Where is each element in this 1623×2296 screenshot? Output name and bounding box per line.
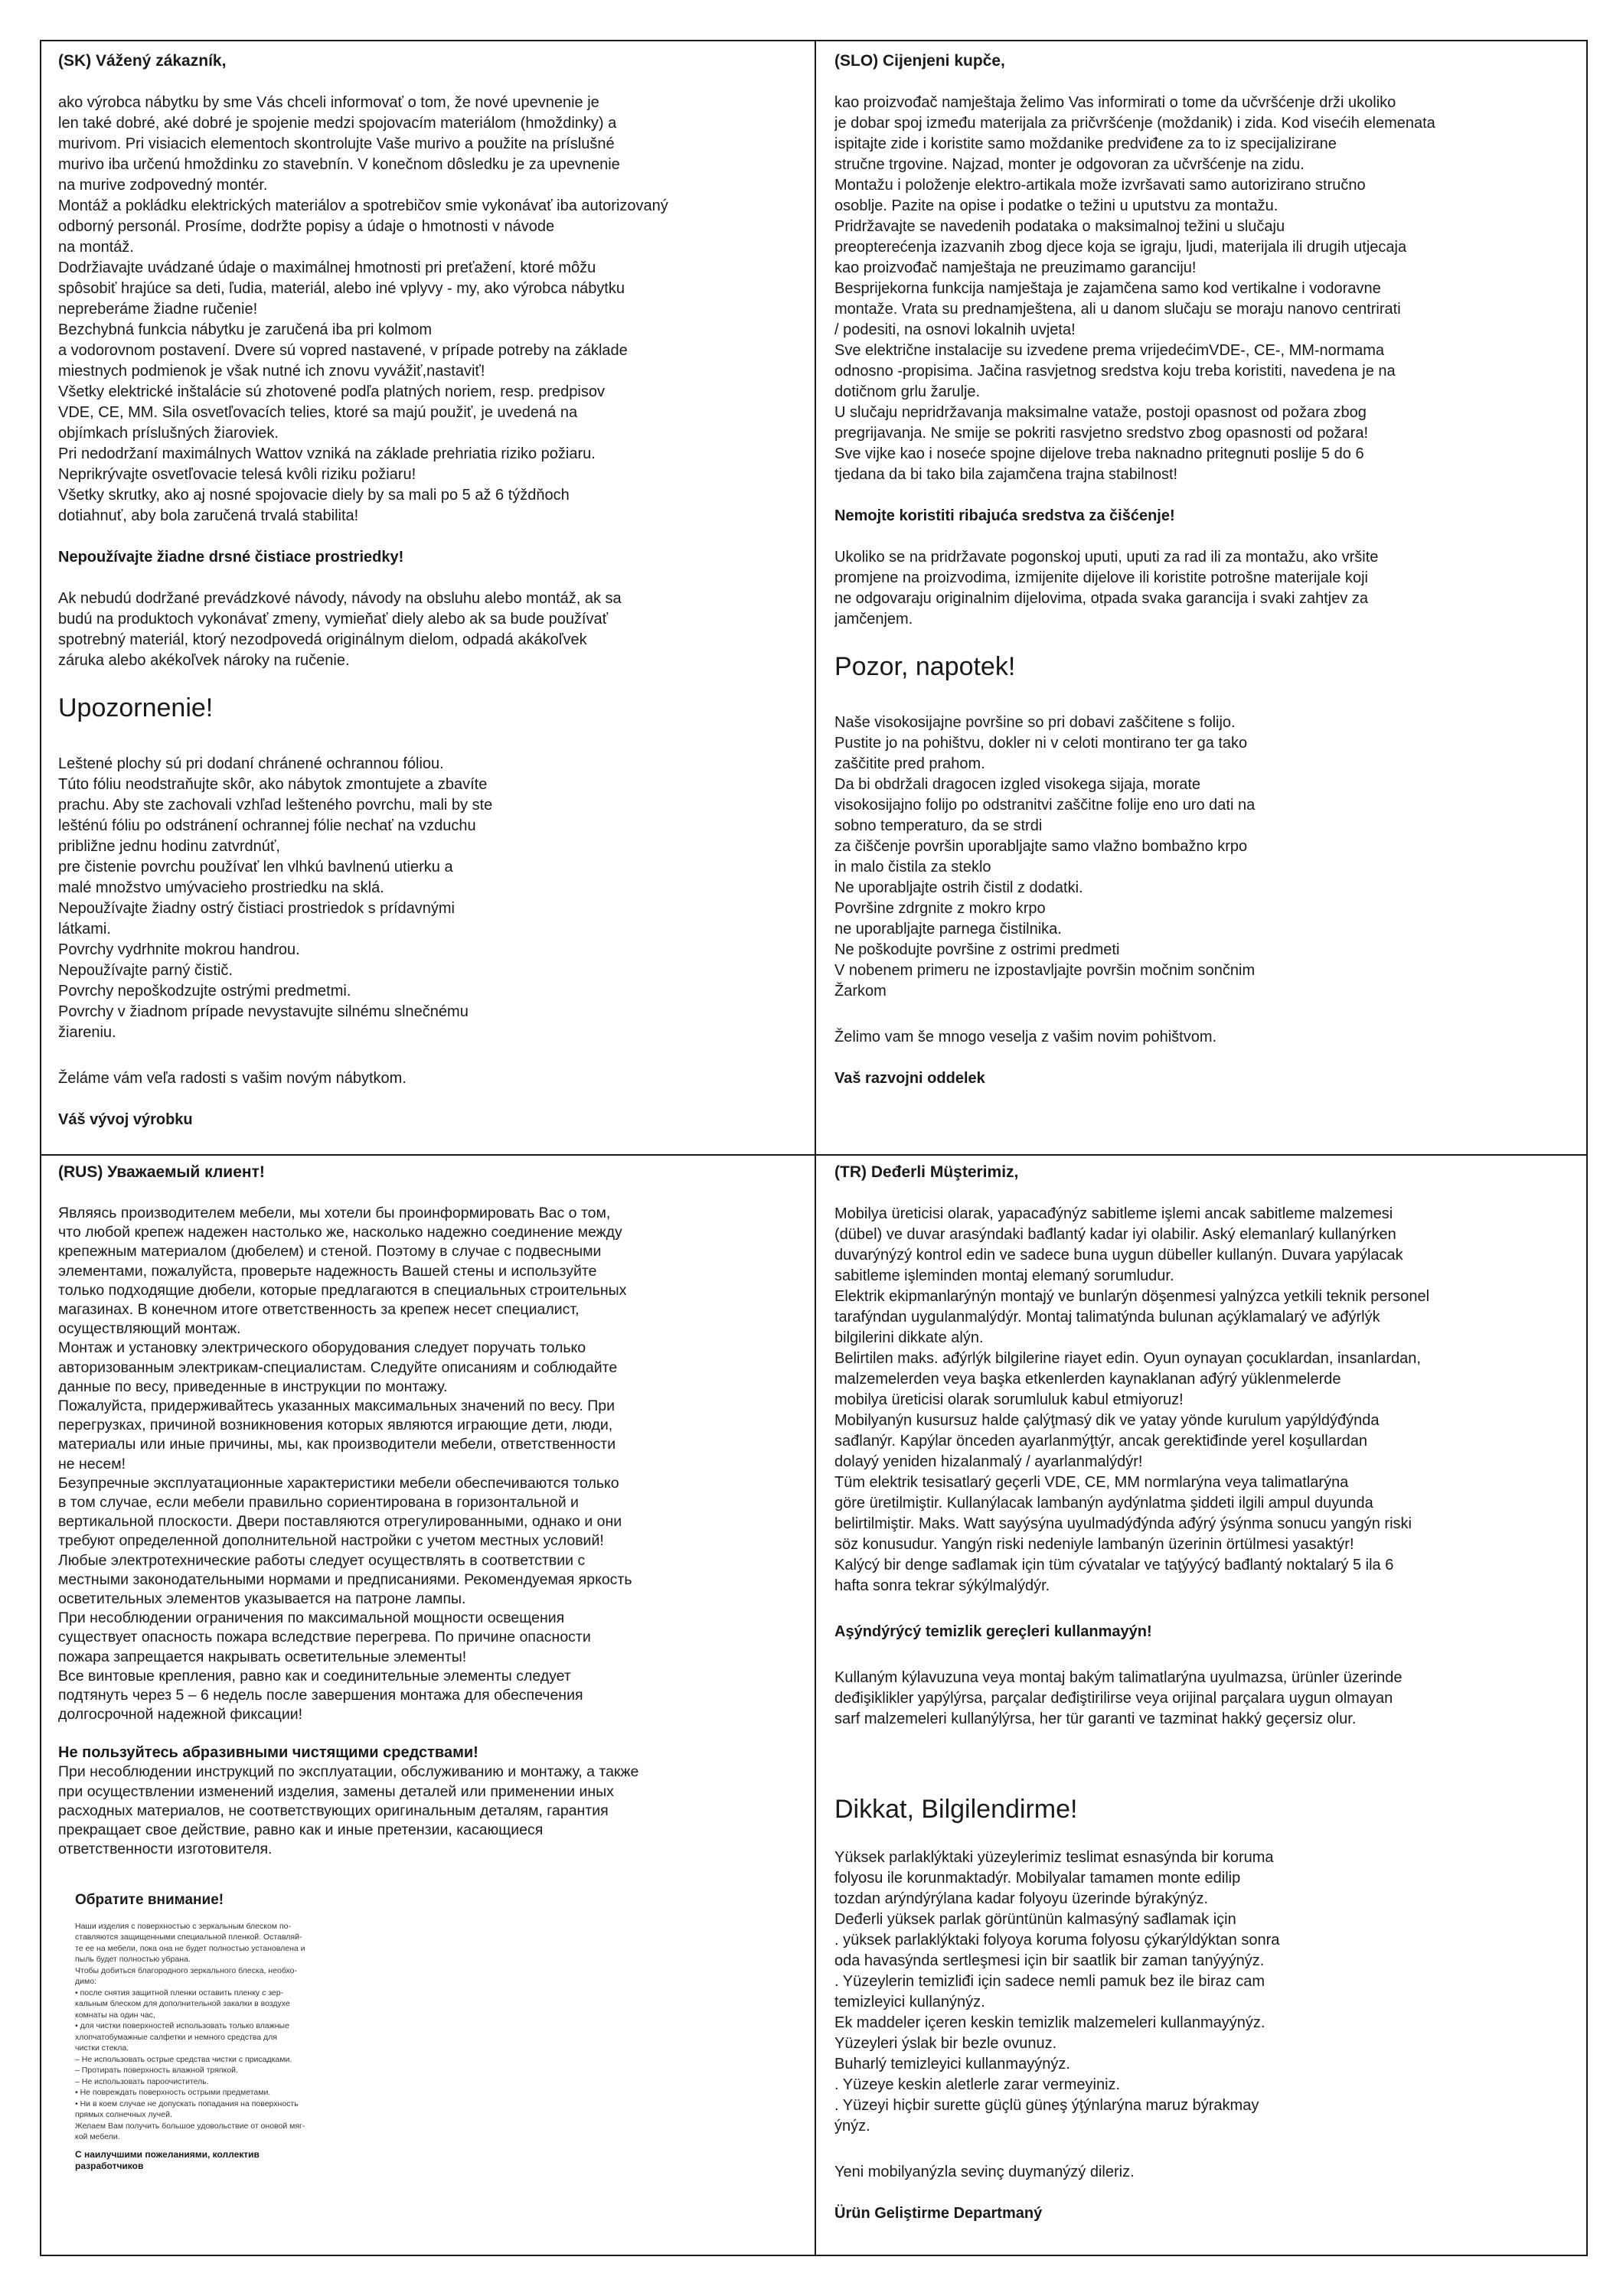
liability-text: При несоблюдении инструкций по эксплуатации, обслуживанию и монтажу, а также при осуществлении изменений изделия, замены деталей или применении иных расходных материалов, не соответствующих оригинальным деталям, гарантия прекращает свое действие, равно как и иные претензии, касающиеся ответственности изготовителя.: [58, 1763, 639, 1858]
warning-text: Aşýndýrýcý temizlik gereçleri kullanmayýn!: [834, 1623, 1152, 1640]
care-text: Yüksek parlaklýktaki yüzeylerimiz teslimat esnasýnda bir koruma folyosu ile korunmaktadýr. Mobilyalar tamamen monte edilip tozdan arýndýrýlana kadar folyoyu üzerinde býrakýnýz. Deđerli yüksek parlak görüntünün kalmasýný sađlamak için . yüksek parlaklýktaki folyoya koruma folyosu çýkarýldýktan sonra oda havasýnda sertleşmesi için bir saatlik bir zaman tanýyýnýz. . Yüzeylerin temizliđi için sadece nemli pamuk bez ile biraz cam temizleyici kullanýnýz. Ek maddeler içeren keskin temizlik malzemeleri kullanmayýnýz. Yüzeyleri ýslak bir bezle ovunuz. Buharlý temizleyici kullanmayýnýz. . Yüzeye keskin aletlerle zarar vermeyiniz. . Yüzeyi hiçbir surette güçlü güneş ýţýnlarýna maruz býrakmay ýnýz.: [834, 1849, 1280, 2135]
section-sk: [58, 51, 805, 1150]
section-tr: [834, 1162, 1581, 2249]
notice-heading: Обратите внимание!: [75, 1891, 224, 1908]
section-title: (SLO) Cijenjeni kupče,: [834, 52, 1005, 70]
section-title: (TR) Deđerli Müşterimiz,: [834, 1163, 1019, 1181]
intro-text: Являясь производителем мебели, мы хотели бы проинформировать Вас о том, что любой крепеж надежен настолько же, насколько надежно соединение между крепежным материалом (дюбелем) и стеной. Поэтому в случае с подвесными элементами, пожалуйста, проверьте надежность Вашей стены и используйте только подходящие дюбели, которые предлагаются в специальных строительных магазинах. В конечном итоге ответственность за крепеж несет специалист, осуществляющий монтаж. Монтаж и установку электрического оборудования следует поручать только авторизованным электрикам-специалистам. Следуйте описаниям и соблюдайте данные по весу, приведенные в инструкции по монтажу. Пожалуйста, придерживайтесь указанных максимальных значений по весу. При перегрузках, причиной возникновения которых являются играющие дети, люди, материалы или иные причины, мы, как производители мебели, ответственности не несем! Безупречные эксплуатационные характеристики мебели обеспечиваются только в том случае, если мебели правильно сориентирована в горизонтальной и вертикальной плоскости. Двери поставляются отрегулированными, однако и они требуют определенной дополнительной настройки с учетом местных условий! Любые электротехнические работы следует осуществлять в соответствии с местными законодательными нормами и предписаниями. Рекомендуемая яркость осветительных элементов указывается на патроне лампы. При несоблюдении ограничения по максимальной мощности освещения существует опасность пожара вследствие перегрева. По причине опасности пожара запрещается накрывать осветительные элементы! Все винтовые крепления, равно как и соединительные элементы следует подтянуть через 5 – 6 недель после завершения монтажа для обеспечения долгосрочной надежной фиксации!: [58, 1205, 632, 1724]
notice-heading: Dikkat, Bilgilendirme!: [834, 1795, 1078, 1824]
care-text: Naše visokosijajne površine so pri dobavi zaščitene s folijo. Pustite jo na pohištvu, dokler ni v celoti montirano ter ga tako zaščitite pred prahom. Da bi obdržali dragocen izgled visokega sijaja, morate visokosijajno folijo po odstranitvi zaščitne folije eno uro dati na sobno temperaturo, da se strdi za čiščenje površin uporabljajte samo vlažno bombažno krpo in malo čistila za steklo Ne uporabljajte ostrih čistil z dodatki. Površine zdrgnite z mokro krpo ne uporabljajte parnega čistilnika. Ne poškodujte površine z ostrimi predmeti V nobenem primeru ne izpostavljajte površin močnim sončnim Žarkom: [834, 714, 1256, 1000]
section-rus: [58, 1162, 805, 2249]
document-frame: [40, 40, 1588, 2256]
closing-text: Želimo vam še mnogo veselja z vašim novim pohištvom.: [834, 1029, 1217, 1045]
liability-text: Ukoliko se na pridržavate pogonskoj uputi, uputi za rad ili za montažu, ako vršite promjene na proizvodima, izmijenite dijelove ili koristite potrošne materijale koji ne odgovaraju originalnim dijelovima, otpada svaka garancija i svaki zahtjev za jamčenjem.: [834, 549, 1379, 628]
intro-text: Mobilya üreticisi olarak, yapacađýnýz sabitleme işlemi ancak sabitleme malzemesi (dübel) ve duvar arasýndaki bađlantý kadar iyi olabilir. Aský elemanlarý kullanýrken duvarýnýzý kontrol edin ve sadece buna uygun dübeller kullanýn. Duvara yapýlacak sabitleme işleminden montaj elemaný sorumludur. Elektrik ekipmanlarýnýn montajý ve bunlarýn döşenmesi yalnýzca yetkili teknik personel tarafýndan uygulanmalýdýr. Montaj talimatýnda bulunan açýklamalarý ve ađýrlýk bilgilerini dikkate alýn. Belirtilen maks. ađýrlýk bilgilerine riayet edin. Oyun oynayan çocuklardan, insanlardan, malzemelerden veya başka etkenlerden kaynaklanan ađýrý yüklenmelerde mobilya üreticisi olarak sorumluluk kabul etmiyoruz! Mobilyanýn kusursuz halde çalýţmasý dik ve yatay yönde kurulum yapýldýđýnda sađlanýr. Kapýlar önceden ayarlanmýţtýr, ancak gerektiđinde yerel koşullardan dolayý yeniden hizalanmalý / ayarlanmalýdýr! Tüm elektrik tesisatlarý geçerli VDE, CE, MM normlarýna veya talimatlarýna göre üretilmiştir. Kullanýlacak lambanýn aydýnlatma şiddeti ilgili ampul duyunda belirtilmiştir. Maks. Watt sayýsýna uyulmadýđýnda ađýrý ýsýnma sonucu yangýn riski söz konusudur. Yangýn riski nedeniyle lambanýn üzerinin örtülmesi yasaktýr! Kalýcý bir denge sađlamak için tüm cývatalar ve taţýyýcý bađlantý noktalarý 5 ila 6 hafta sonra tekrar sýkýlmalýdýr.: [834, 1205, 1430, 1594]
care-text: Leštené plochy sú pri dodaní chránené ochrannou fóliou. Túto fóliu neodstraňujte skôr, ako nábytok zmontujete a zbavíte prachu. Aby ste zachovali vzhľad lešteného povrchu, mali by ste lešténú fóliu po odstránení ochrannej fólie nechať na vzduchu približne jednu hodinu zatvrdnúť, pre čistenie povrchu používať len vlhkú bavlnenú utierku a malé množstvo umývacieho prostriedku na sklá. Nepoužívajte žiadny ostrý čistiaci prostriedok s prídavnými látkami. Povrchy vydrhnite mokrou handrou. Nepoužívajte parný čistič. Povrchy nepoškodzujte ostrými predmetmi. Povrchy v žiadnom prípade nevystavujte silnému slnečnému žiareniu.: [58, 755, 493, 1041]
section-slo: [834, 51, 1581, 1150]
closing-text: Yeni mobilyanýzla sevinç duymanýzý dileriz.: [834, 2164, 1135, 2180]
warning-text: Nemojte koristiti ribajuća sredstva za čišćenje!: [834, 507, 1175, 524]
closing-text: Želáme vám veľa radosti s vašim novým nábytkom.: [58, 1070, 407, 1087]
notice-heading: Pozor, napotek!: [834, 652, 1016, 681]
signature-text: С наилучшими пожеланиями, коллектив разработчиков: [75, 2148, 260, 2171]
notice-block: [75, 1892, 458, 2172]
signature-text: Vaš razvojni oddelek: [834, 1070, 985, 1087]
section-title: (SK) Vážený zákazník,: [58, 52, 227, 70]
notice-heading: Upozornenie!: [58, 693, 214, 722]
row-divider: [41, 1154, 1586, 1156]
warning-text: Не пользуйтесь абразивными чистящими средствами!: [58, 1744, 478, 1762]
signature-text: Váš vývoj výrobku: [58, 1111, 193, 1128]
intro-text: ako výrobca nábytku by sme Vás chceli informovať o tom, že nové upevnenie je len také dobré, aké dobré je spojenie medzi spojovacím materiálom (hmoždinky) a murivom. Pri visiacich elementoch skontrolujte Vaše murivo a použite na príslušné murivo iba určenú hmoždinku zo stavebnín. V konečnom dôsledku je za upevnenie na murive zodpovedný montér. Montáž a pokládku elektrických materiálov a spotrebičov smie vykonávať iba autorizovaný odborný personál. Prosíme, dodržte popisy a údaje o hmotnosti v návode na montáž. Dodržiavajte uvádzané údaje o maximálnej hmotnosti pri preťažení, ktoré môžu spôsobiť hrajúce sa deti, ľudia, materiál, alebo iné vplyvy - my, ako výrobca nábytku nepreberáme žiadne ručenie! Bezchybná funkcia nábytku je zaručená iba pri kolmom a vodorovnom postavení. Dvere sú vopred nastavené, v prípade potreby na základe miestnych podmienok je však nutné ich znovu vyvážiť,nastaviť! Všetky elektrické inštalácie sú zhotovené podľa platných noriem, resp. predpisov VDE, CE, MM. Sila osvetľovacích telies, ktoré sa majú použiť, je uvedená na objímkach príslušných žiaroviek. Pri nedodržaní maximálnych Wattov vzniká na základe prehriatia riziko požiaru. Neprikrývajte osvetľovacie telesá kvôli riziku požiaru! Všetky skrutky, ako aj nosné spojovacie diely by sa mali po 5 až 6 týždňoch dotiahnuť, aby bola zaručená trvalá stabilita!: [58, 94, 668, 524]
warning-text: Nepoužívajte žiadne drsné čistiace prostriedky!: [58, 549, 404, 566]
liability-text: Ak nebudú dodržané prevádzkové návody, návody na obsluhu alebo montáž, ak sa budú na produktoch vykonávať zmeny, vymieňať diely alebo ak sa bude používať spotrebný materiál, ktorý nezodpovedá originálnym dielom, odpadá akákoľvek záruka alebo akékoľvek nároky na ručenie.: [58, 590, 622, 669]
section-title: (RUS) Уважаемый клиент!: [58, 1163, 265, 1181]
liability-text: Kullaným kýlavuzuna veya montaj bakým talimatlarýna uyulmazsa, ürünler üzerinde deđişiklikler yapýlýrsa, parçalar deđiştirilirse veya orijinal parçalara uygun olmayan sarf malzemeleri kullanýlýrsa, her tür garanti ve tazminat hakký geçersiz olur.: [834, 1669, 1403, 1727]
care-text: Наши изделия с поверхностью с зеркальным блеском по- ставляются защищенными специальной пленкой. Оставляй- те ее на мебели, пока она не будет полностью установлена и пыль будет полностью убрана. Чтобы добиться благородного зеркального блеска, необхо- димо: • после снятия защитной пленки оставить пленку с зер- кальным блеском для дополнительной закалки в воздухе комнаты на один час, • для чистки поверхностей использовать только влажные хлопчатобумажные салфетки и немного средства для чистки стекла. – Не использовать острые средства чистки с присадками. – Протирать поверхность влажной тряпкой. – Не использовать пароочиститель. • Не повреждать поверхность острыми предметами. • Ни в коем случае не допускать попадания на поверхность прямых солнечных лучей. Желаем Вам получить большое удовольствие от оновой мяг- кой мебели.: [75, 1921, 305, 2141]
column-divider: [815, 41, 816, 2255]
intro-text: kao proizvođač namještaja želimo Vas informirati o tome da učvršćenje drži ukoliko je dobar spoj između materijala za pričvršćenje (moždanik) i zida. Kod visećih elemenata ispitajte zide i koristite samo moždanike predviđene za to iz specijalizirane stručne trgovine. Najzad, monter je odgovoran za učvršćenje na zidu. Montažu i položenje elektro-artikala može izvršavati samo autorizirano stručno osoblje. Pazite na opise i podatke o težini u uputstvu za montažu. Pridržavajte se navedenih podataka o maksimalnoj težini u slučaju preopterećenja izazvanih zbog djece koja se igraju, ljudi, materijala ili drugih utjecaja kao proizvođač namještaja ne preuzimamo garanciju! Besprijekorna funkcija namještaja je zajamčena samo kod vertikalne i vodoravne montaže. Vrata su prednamještena, ali u danom slučaju se moraju nanovo centrirati / podesiti, na osnovi lokalnih uvjeta! Sve električne instalacije su izvedene prema vrijedećimVDE-, CE-, MM-normama odnosno -propisima. Jačina rasvjetnog sredstva koju treba koristiti, navedena je na dotičnom grlu žarulje. U slučaju nepridržavanja maksimalne vataže, postoji opasnost od požara zbog pregrijavanja. Ne smije se pokriti rasvjetno sredstvo zbog opasnosti od požara! Sve vijke kao i noseće spojne dijelove treba naknadno pritegnuti poslije 5 do 6 tjedana da bi tako bila zajamčena trajna stabilnost!: [834, 94, 1435, 483]
signature-text: Ürün Geliştirme Departmaný: [834, 2205, 1043, 2222]
